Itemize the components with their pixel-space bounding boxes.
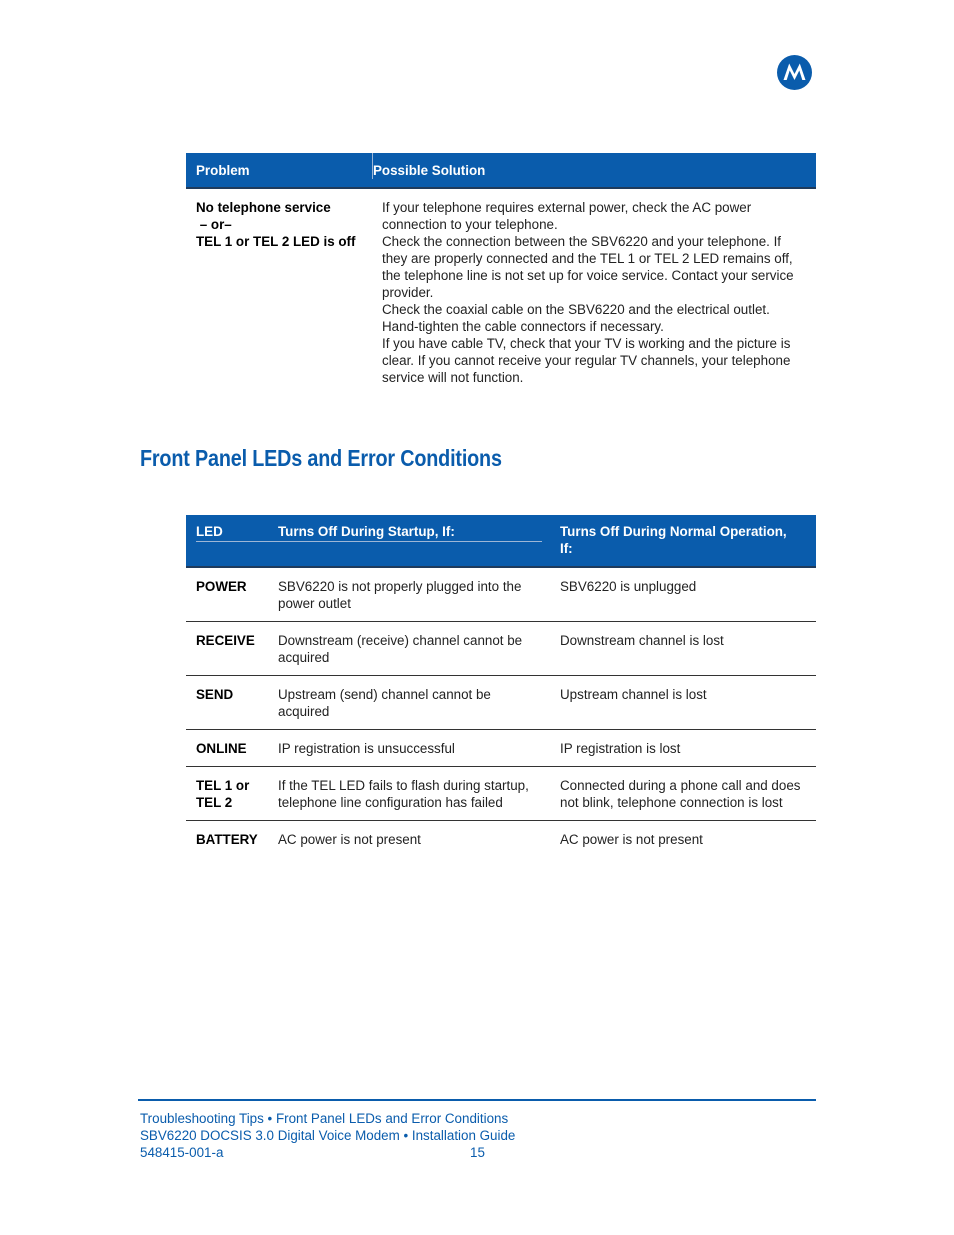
page-footer [140,1110,515,1161]
table-row [186,767,816,821]
led-name: BATTERY [196,832,258,847]
led-name: TEL 1 or TEL 2 [196,778,250,810]
normal-condition: Downstream channel is lost [560,633,724,648]
startup-condition: Downstream (receive) channel cannot be acquired [278,633,523,665]
solution-text: Check the connection between the SBV6220 and your telephone. If they are properly connected and the TEL 1 or TEL 2 LED remains off, the telephone line is not set up for voice service. Contact your service provider. [382,234,794,300]
table-header-row [186,515,816,567]
motorola-logo-icon [777,55,812,90]
footer-section-path: Troubleshooting Tips • Front Panel LEDs and Error Conditions [140,1111,509,1126]
problem-cell [186,188,372,396]
solution-text: Check the coaxial cable on the SBV6220 and the electrical outlet. Hand-tighten the cable connectors if necessary. [382,302,770,334]
normal-condition: Connected during a phone call and does not blink, telephone connection is lost [560,778,801,810]
page-number: 15 [470,1145,485,1160]
normal-condition: AC power is not present [560,832,703,847]
problem-line: TEL 1 or TEL 2 LED is off [196,234,356,249]
startup-condition: If the TEL LED fails to flash during startup, telephone line configuration has failed [278,778,529,810]
table-row [186,188,816,396]
normal-condition: SBV6220 is unplugged [560,579,697,594]
led-name: RECEIVE [196,633,255,648]
header-led: LED [186,515,278,567]
led-name: SEND [196,687,234,702]
footer-doc-number: 548415-001-a [140,1145,224,1160]
solution-text: If you have cable TV, check that your TV is working and the picture is clear. If you cannot receive your regular TV channels, your telephone service will not function. [382,336,791,385]
header-normal-operation: Turns Off During Normal Operation, If: [550,515,816,567]
header-problem: Problem [186,153,372,188]
problem-or: – or– [196,217,232,232]
solution-cell [372,188,816,396]
table-row [186,821,816,858]
problem-line: No telephone service [196,200,331,215]
section-title: Front Panel LEDs and Error Conditions [140,445,502,471]
led-table [186,515,816,857]
header-possible-solution: Possible Solution [372,153,816,188]
startup-condition: IP registration is unsuccessful [278,741,455,756]
normal-condition: IP registration is lost [560,741,681,756]
table-row [186,622,816,676]
table-row [186,676,816,730]
table-header-row [186,153,816,188]
led-name: POWER [196,579,247,594]
normal-condition: Upstream channel is lost [560,687,707,702]
startup-condition: Upstream (send) channel cannot be acquired [278,687,491,719]
header-startup: Turns Off During Startup, If: [278,515,550,567]
solution-text: If your telephone requires external power, check the AC power connection to your telephone. [382,200,752,232]
troubleshooting-table [186,153,816,396]
footer-guide-title: SBV6220 DOCSIS 3.0 Digital Voice Modem • Installation Guide [140,1128,516,1143]
startup-condition: SBV6220 is not properly plugged into the power outlet [278,579,522,611]
led-name: ONLINE [196,741,247,756]
startup-condition: AC power is not present [278,832,421,847]
footer-divider [138,1099,816,1101]
table-row [186,567,816,622]
table-row [186,730,816,767]
